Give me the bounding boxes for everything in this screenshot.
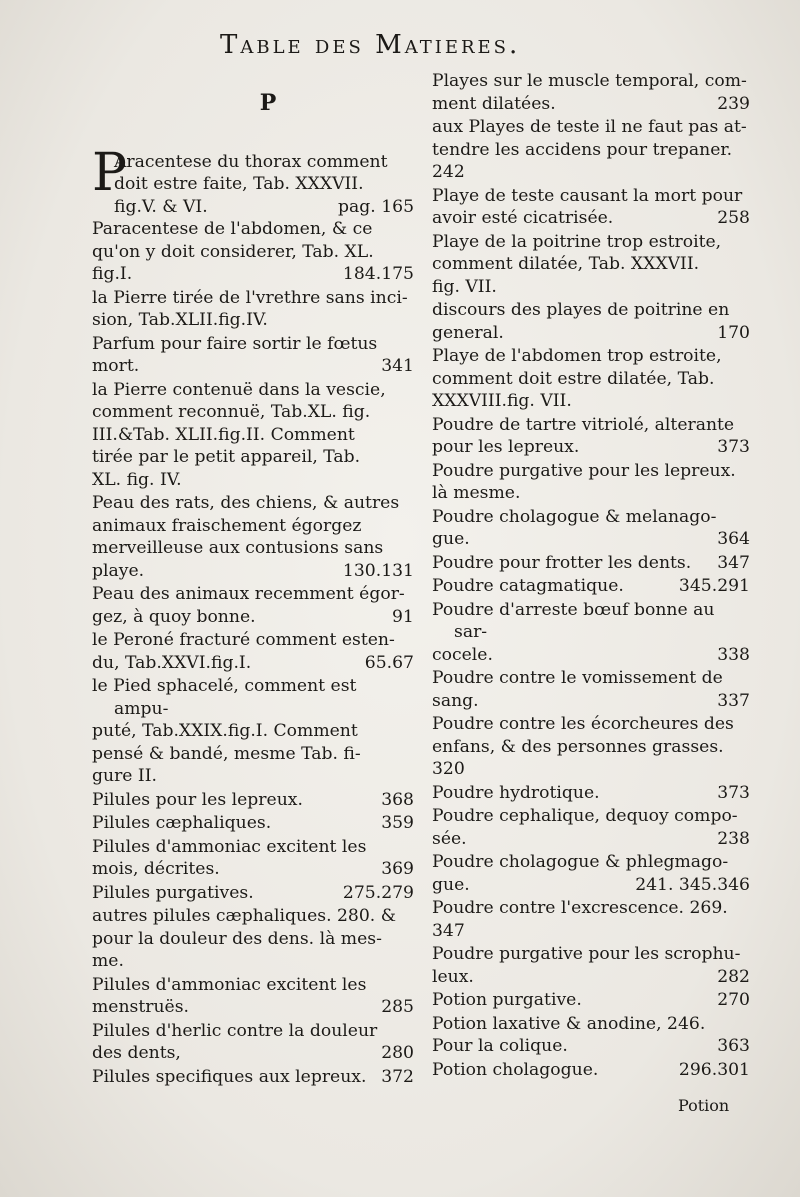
entry-text: puté, Tab.XXIX.fig.I. Comment [92,721,358,741]
index-entry [92,287,414,332]
page-number: 258 [717,208,750,228]
page-number: 296.301 [678,1059,750,1080]
index-entry [92,629,414,674]
entry-text: Poudre contre le vomissement de [432,668,723,688]
entry-line [432,989,750,1012]
entry-text: menstruës. [92,997,190,1017]
drop-capital: P [92,142,127,203]
entry-line [92,1020,414,1043]
entry-text: fig. VII. [432,276,497,297]
right-index-list [432,70,750,1081]
entry-line [432,207,750,230]
entry-line [92,743,414,766]
entry-text: 242 [432,162,465,182]
entry-line [432,874,750,897]
entry-text: gez, à quoy bonne. [92,606,256,627]
entry-text: Poudre purgative pour les lepreux. [432,460,736,481]
entry-text: comment reconnuë, Tab.XL. fig. [92,402,371,422]
page-number: 372 [381,1066,414,1087]
entry-text: aux Playes de teste il ne faut pas at- [432,117,747,137]
entry-line [432,805,750,828]
catchword: Potion [678,1096,730,1115]
entry-text: mois, décrites. [92,859,220,879]
entry-line [432,70,750,93]
entry-text: le Pied sphacelé, comment est ampu- [92,676,357,719]
index-entry [432,782,750,805]
entry-text: là mesme. [432,483,521,503]
entry-text: XXXVIII.fig. VII. [432,391,572,411]
index-entry [432,1013,750,1058]
entry-line [114,196,414,219]
entry-line [92,1066,414,1089]
entry-line [432,1035,750,1058]
index-entry [92,492,414,582]
entry-text: mort. [92,356,140,376]
entry-text: qu'on y doit considerer, Tab. XL. [92,241,374,262]
page-number: 337 [717,690,750,711]
entry-text: Parfum pour faire sortir le fœtus [92,333,378,354]
entry-line [92,333,414,356]
entry-text: Poudre hydrotique. [432,782,600,803]
entry-text: Pilules d'ammoniac excitent les [92,836,367,857]
entry-line [432,139,750,162]
page-number: 359 [381,813,414,833]
entry-text: Paracentese de l'abdomen, & ce [92,219,373,239]
entry-text: Poudre catagmatique. [432,576,624,596]
entry-line [432,299,750,322]
entry-text: Poudre de tartre vitriolé, alterante [432,414,735,435]
index-entry [92,333,414,378]
index-entry [432,805,750,850]
page-number: 239 [717,93,750,114]
page-number: 369 [381,859,414,879]
page-number: 368 [381,789,414,810]
entry-line [432,231,750,254]
entry-line [432,253,750,276]
page-number: 282 [717,966,750,987]
entry-text: Poudre pour frotter les dents. [432,552,692,573]
entry-text: Potion cholagogue. [432,1059,599,1080]
entry-text: leux. [432,966,474,987]
entry-line [432,390,750,413]
entry-text: ment dilatées. [432,93,556,114]
entry-text: Pour la colique. [432,1036,568,1056]
entry-text: Playe de teste causant la mort pour [432,185,743,206]
index-entry [432,1059,750,1082]
page-number: 373 [717,782,750,803]
entry-line [432,713,750,736]
index-entry [432,897,750,942]
entry-text: Potion purgative. [432,990,582,1010]
index-entry [432,713,750,781]
entry-line [92,218,414,241]
entry-text: sion, Tab.XLII.fig.IV. [92,310,268,330]
entry-line [432,345,750,368]
entry-text: Pilules pour les lepreux. [92,789,303,810]
entry-line [92,424,414,447]
entry-line [92,583,414,606]
section-letter: P [259,90,277,116]
entry-line [92,263,414,286]
index-entry [92,974,414,1019]
entry-text: sang. [432,690,479,711]
page-number: 275.279 [342,882,414,903]
entry-line [432,897,750,920]
entry-text: Pilules cæphaliques. [92,813,272,833]
entry-text: Poudre contre l'excrescence. 269. [432,898,728,918]
entry-line [92,355,414,378]
entry-line [92,858,414,881]
index-entry [92,379,414,492]
page-number: 341 [381,356,414,376]
page-number: 238 [717,828,750,849]
entry-line [432,185,750,208]
page-number: 347 [717,552,750,573]
entry-text: tirée par le petit appareil, Tab. [92,447,361,467]
left-column [92,58,414,1089]
entry-line [432,943,750,966]
entry-text: Pilules d'herlic contre la douleur [92,1020,378,1041]
entry-line [432,506,750,529]
entry-text: Poudre cholagogue & phlegmago- [432,852,729,872]
entry-text: Pilules d'ammoniac excitent les [92,974,367,995]
index-entry [432,575,750,598]
entry-text: la Pierre contenuë dans la vescie, [92,379,386,400]
entry-line [92,515,414,538]
entry-line [432,782,750,805]
entry-text: autres pilules cæphaliques. 280. & [92,906,397,926]
entry-text: cocele. [432,644,493,665]
entry-text: Poudre cholagogue & melanago- [432,506,717,527]
entry-line [432,644,750,667]
entry-line [92,882,414,905]
index-entry [92,905,414,973]
entry-line [92,1042,414,1065]
entry-line [432,552,750,575]
entry-line [432,368,750,391]
entry-line [92,379,414,402]
entry-text: gure II. [92,766,157,786]
index-entry [432,552,750,575]
index-entry [432,460,750,505]
entry-line [92,974,414,997]
index-entry [432,185,750,230]
page-number: 364 [717,529,750,549]
entry-line [432,460,750,483]
entry-text: fig.V. & VI. [114,196,208,217]
entry-text: merveilleuse aux contusions sans [92,538,384,558]
entry-line [92,446,414,469]
running-header: Table des Matieres. [220,30,521,60]
entry-line [432,920,750,943]
entry-line [432,436,750,459]
entry-text: Aracentese du thorax comment [114,151,388,172]
index-entry [92,218,414,286]
page-number: 130.131 [342,560,414,581]
entry-line [92,537,414,560]
entry-text: Poudre cephalique, dequoy compo- [432,806,738,826]
entry-text: la Pierre tirée de l'vrethre sans inci- [92,287,408,308]
index-entry [432,851,750,896]
entry-line [432,575,750,598]
index-entry [432,70,750,115]
entry-text: Pilules purgatives. [92,882,254,903]
entry-text: gue. [432,529,470,549]
entry-line [432,116,750,139]
index-entry [432,116,750,184]
right-column [432,70,750,1082]
entry-text: general. [432,322,504,343]
entry-line [92,652,414,675]
entry-text: animaux fraischement égorgez [92,515,362,536]
index-entry [432,231,750,299]
entry-line [432,966,750,989]
page-number: 363 [717,1036,750,1056]
entry-text: Poudre contre les écorcheures des [432,714,734,734]
page-number: 373 [717,437,750,457]
entry-line [432,736,750,759]
entry-line [432,161,750,184]
entry-line [432,667,750,690]
entry-line [432,828,750,851]
entry-line [92,401,414,424]
index-entry [92,1020,414,1065]
index-entry [92,675,414,788]
entry-line [92,560,414,583]
entry-text: comment dilatée, Tab. XXXVII. [432,254,700,274]
entry-line [432,758,750,781]
entry-text: gue. [432,874,470,895]
entry-text: Pilules specifiques aux lepreux. [92,1066,367,1087]
entry-line [432,851,750,874]
page-number: 241. 345.346 [635,874,750,895]
entry-text: Playe de la poitrine trop estroite, [432,231,722,252]
entry-line [92,492,414,515]
index-entry [432,667,750,712]
entry-line [92,287,414,310]
entry-text: comment doit estre dilatée, Tab. [432,368,715,389]
page-number: 345.291 [678,576,750,596]
page-number: 184.175 [342,264,414,284]
entry-text: pour la douleur des dens. là mes- [92,928,382,949]
entry-line [92,996,414,1019]
page-number: 65.67 [364,652,414,673]
index-entry [92,142,414,219]
page-number: 270 [717,990,750,1010]
entry-text: tendre les accidens pour trepaner. [432,139,733,160]
entry-line [432,276,750,299]
index-entry [432,299,750,344]
page-number: 285 [381,997,414,1017]
entry-text: discours des playes de poitrine en [432,300,730,320]
entry-line [432,414,750,437]
entry-text: Potion laxative & anodine, 246. [432,1013,706,1034]
index-entry [92,882,414,905]
entry-line [92,720,414,743]
index-entry [432,989,750,1012]
entry-line [432,93,750,116]
entry-text: 320 [432,759,465,779]
entry-line [92,606,414,629]
entry-text: pensé & bandé, mesme Tab. fi- [92,743,361,764]
entry-text: des dents, [92,1043,181,1063]
entry-text: Playe de l'abdomen trop estroite, [432,346,722,366]
left-index-list [92,142,414,1089]
entry-text: XL. fig. IV. [92,469,182,490]
page-number: pag. 165 [338,196,414,217]
entry-line [92,905,414,928]
index-entry [92,836,414,881]
entry-text: 347 [432,920,465,941]
entry-line [92,629,414,652]
entry-line [432,599,750,644]
entry-text: playe. [92,560,145,581]
page-number: 280 [381,1043,414,1063]
entry-line [432,1013,750,1036]
entry-line [92,812,414,835]
entry-text: fig.I. [92,264,133,284]
index-entry [432,599,750,667]
entry-text: enfans, & des personnes grasses. [432,736,724,757]
entry-line [432,528,750,551]
page-number: 91 [392,606,414,627]
entry-line [92,789,414,812]
entry-line [92,241,414,264]
entry-text: avoir esté cicatrisée. [432,208,614,228]
entry-text: Peau des rats, des chiens, & autres [92,493,400,513]
index-entry [432,506,750,551]
entry-line [432,322,750,345]
page-number: 338 [717,644,750,665]
entry-line [432,690,750,713]
entry-line [92,836,414,859]
entry-text: sée. [432,828,467,849]
index-entry [92,812,414,835]
entry-text: le Peroné fracturé comment esten- [92,630,395,650]
entry-line [92,309,414,332]
entry-line [114,173,414,196]
index-entry [432,943,750,988]
entry-text: Peau des animaux recemment égor- [92,584,405,604]
page-number: 170 [717,322,750,343]
index-entry [92,583,414,628]
entry-text: doit estre faite, Tab. XXXVII. [114,174,364,194]
entry-line [432,482,750,505]
index-entry [92,789,414,812]
entry-text: Poudre purgative pour les scrophu- [432,944,741,964]
index-entry [432,414,750,459]
entry-text: pour les lepreux. [432,437,580,457]
entry-text: III.&Tab. XLII.fig.II. Comment [92,424,355,445]
entry-text: du, Tab.XXVI.fig.I. [92,652,252,673]
entry-line [92,950,414,973]
entry-line [92,675,414,720]
entry-line [92,765,414,788]
index-entry [92,1066,414,1089]
entry-line [92,928,414,951]
entry-text: me. [92,951,124,971]
entry-text: Playes sur le muscle temporal, com- [432,71,747,91]
index-entry [432,345,750,413]
entry-text: Poudre d'arreste bœuf bonne au sar- [432,599,715,642]
entry-line [92,469,414,492]
entry-line [432,1059,750,1082]
entry-line [114,151,414,174]
